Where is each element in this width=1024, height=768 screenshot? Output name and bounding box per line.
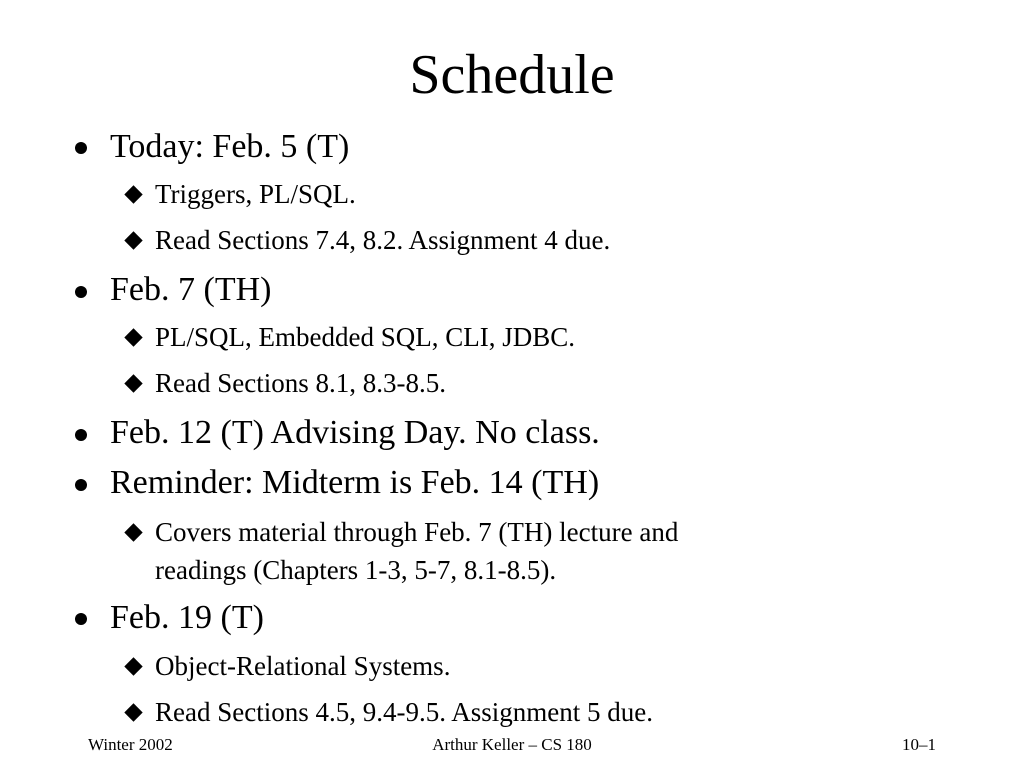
diamond-bullet-icon: [124, 703, 142, 721]
sub-list-item-text: Object-Relational Systems.: [155, 651, 451, 681]
bullet-dot-icon: [75, 479, 87, 491]
footer-right: 10–1: [902, 735, 936, 754]
diamond-bullet-icon: [124, 657, 142, 675]
sub-list-item-text: Covers material through Feb. 7 (TH) lecture and: [155, 517, 679, 547]
diamond-bullet-icon: [124, 523, 142, 541]
diamond-bullet-icon: [124, 374, 142, 392]
sub-list-item-text: Read Sections 4.5, 9.4-9.5. Assignment 5 due.: [155, 697, 653, 727]
bullet-dot-icon: [75, 286, 87, 298]
sub-list-item-text: PL/SQL, Embedded SQL, CLI, JDBC.: [155, 322, 576, 352]
list-item-text: Today: Feb. 5 (T): [110, 128, 350, 165]
list-item-text: Feb. 7 (TH): [110, 271, 272, 308]
diamond-bullet-icon: [124, 185, 142, 203]
list-item-text: Feb. 12 (T) Advising Day. No class.: [110, 414, 600, 451]
list-item-text: Reminder: Midterm is Feb. 14 (TH): [110, 464, 600, 501]
diamond-bullet-icon: [124, 328, 142, 346]
sub-list-item-text: Triggers, PL/SQL.: [155, 179, 356, 209]
list-item-text: Feb. 19 (T): [110, 599, 264, 636]
sub-list-item-text: Read Sections 7.4, 8.2. Assignment 4 due.: [155, 225, 611, 255]
footer-left: Winter 2002: [88, 735, 173, 754]
footer-center: Arthur Keller – CS 180: [432, 735, 592, 754]
bullet-dot-icon: [75, 613, 87, 625]
sub-list-item-text-continued: readings (Chapters 1-3, 5-7, 8.1-8.5).: [155, 555, 557, 585]
sub-list-item-text: Read Sections 8.1, 8.3-8.5.: [155, 368, 446, 398]
slide-title: Schedule: [409, 44, 615, 106]
bullet-dot-icon: [75, 429, 87, 441]
bullet-dot-icon: [75, 142, 87, 154]
diamond-bullet-icon: [124, 231, 142, 249]
